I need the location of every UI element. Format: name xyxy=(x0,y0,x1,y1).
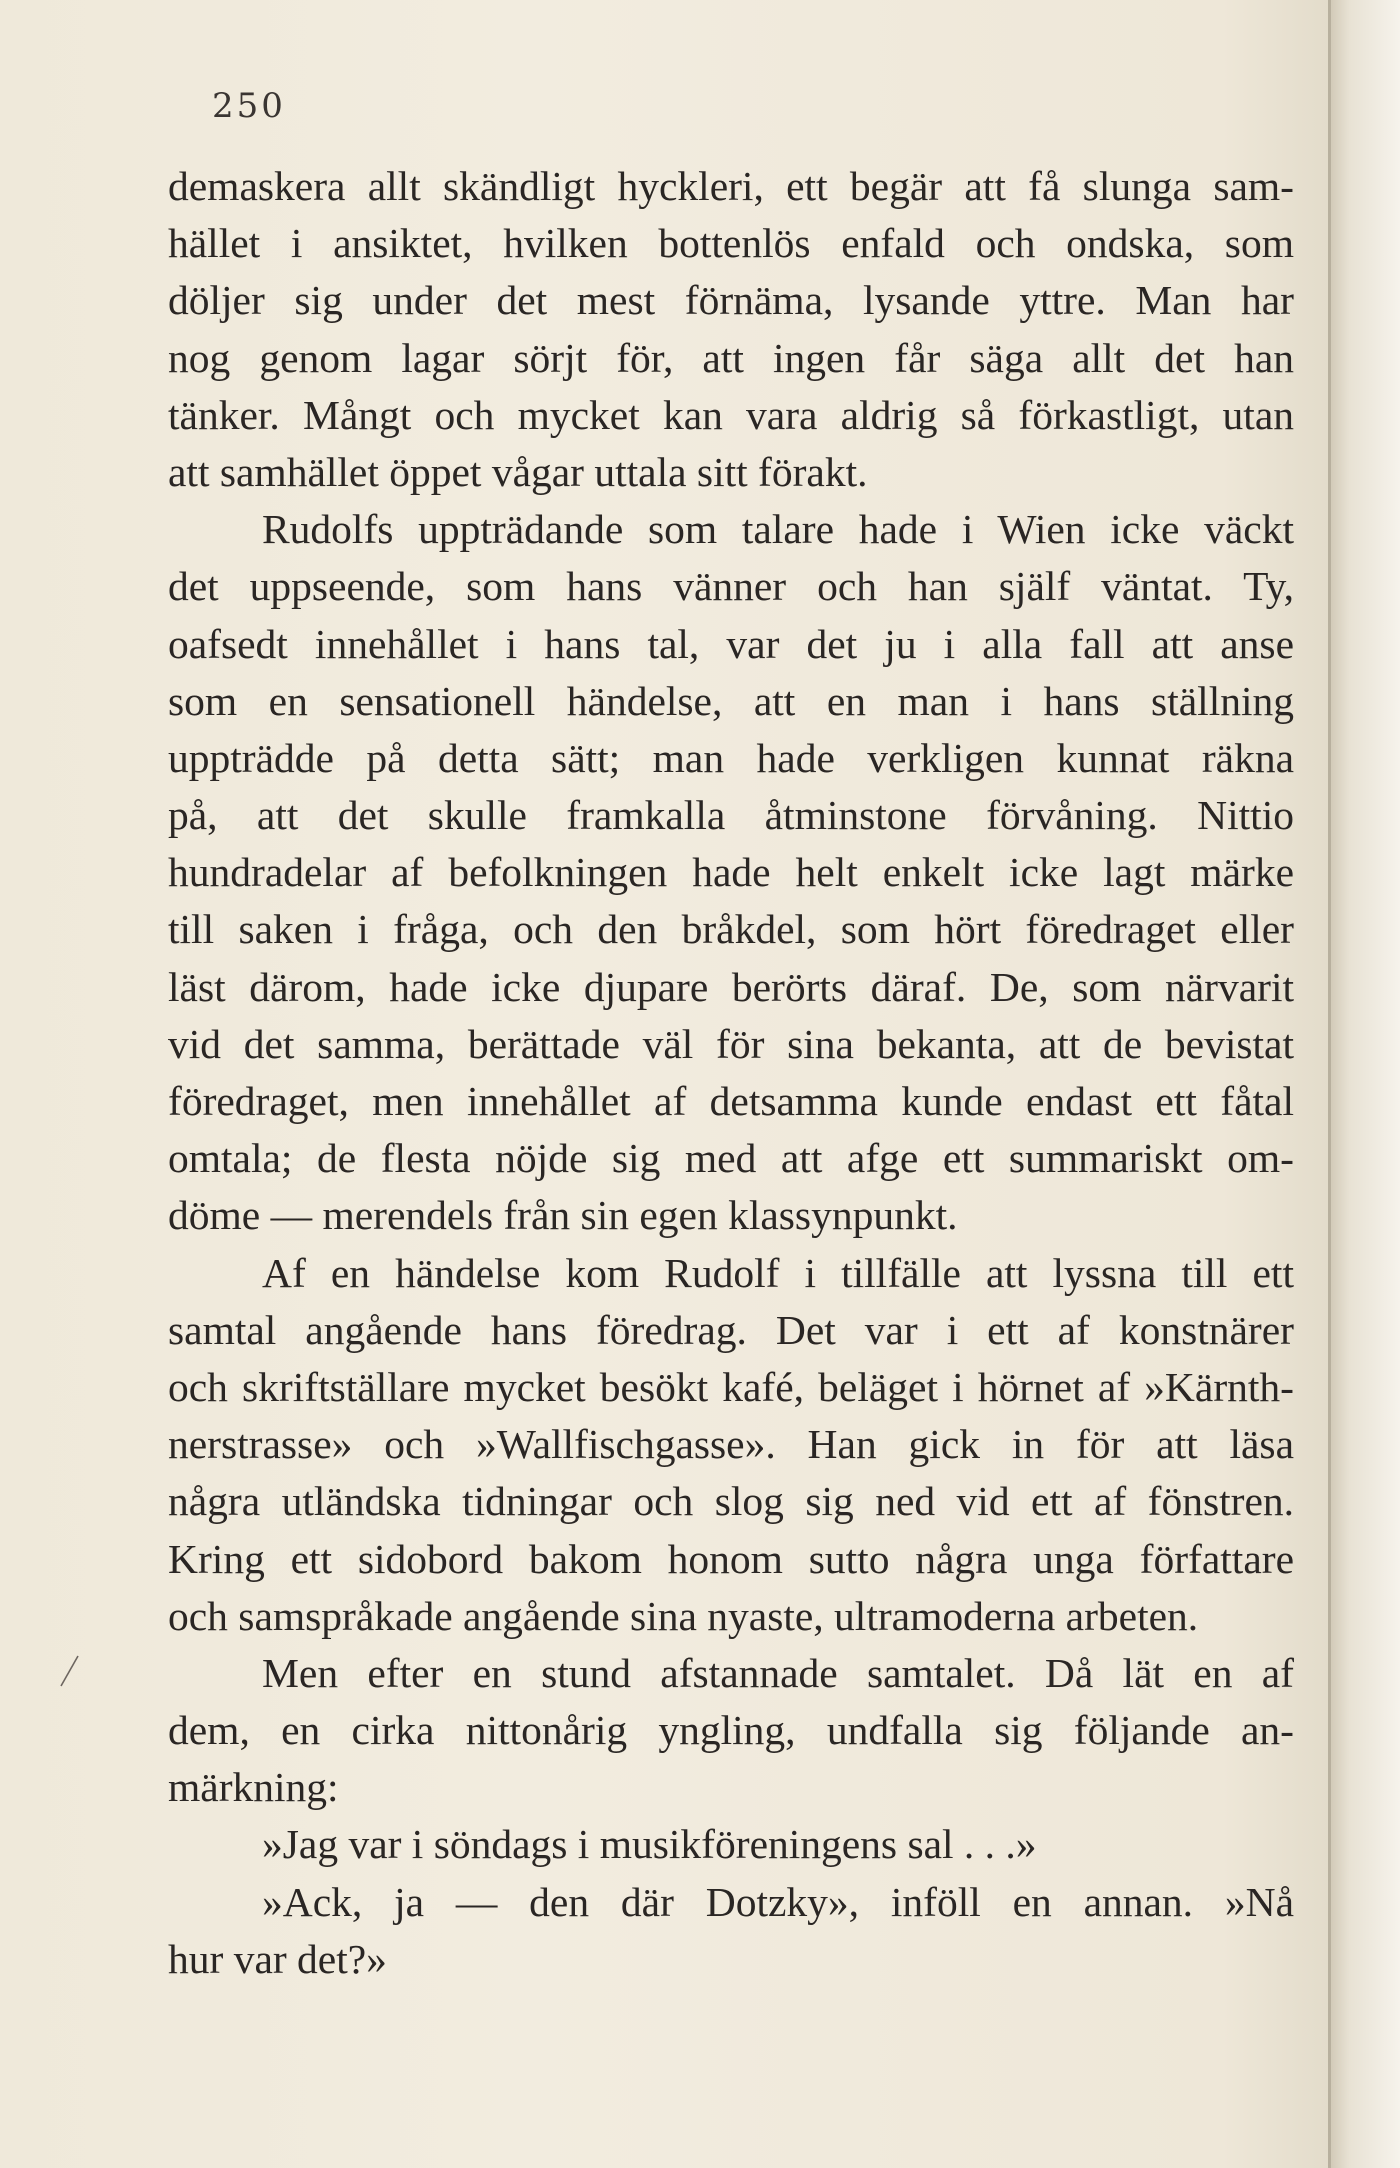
text-line: »Ack, ja — den där Dotzky», inföll en annan. »Nå xyxy=(262,1878,1294,1925)
text-line: »Jag var i söndags i musikföreningens sal . . .» xyxy=(262,1821,1037,1868)
text-line: märkning: xyxy=(168,1764,339,1811)
text-line: Kring ett sidobord bakom honom sutto några unga författare xyxy=(168,1535,1294,1582)
page-fold-shadow xyxy=(1328,0,1331,2168)
text-line: nerstrasse» och »Wallfischgasse». Han gick in för att läsa xyxy=(168,1421,1294,1468)
text-line: vid det samma, berättade väl för sina bekanta, att de bevistat xyxy=(168,1020,1294,1067)
text-line: läst därom, hade icke djupare berörts däraf. De, som närvarit xyxy=(168,963,1294,1010)
text-line: hur var det?» xyxy=(168,1935,387,1982)
text-line: och samspråkade angående sina nyaste, ultramoderna arbeten. xyxy=(168,1592,1199,1639)
text-line: dem, en cirka nittonårig yngling, undfalla sig följande an- xyxy=(168,1707,1294,1754)
text-line: som en sensationell händelse, att en man i hans ställning xyxy=(168,677,1294,724)
text-line: demaskera allt skändligt hyckleri, ett begär att få slunga sam- xyxy=(168,163,1294,209)
text-line: Rudolfs uppträdande som talare hade i Wien icke väckt xyxy=(262,506,1294,553)
text-line: döljer sig under det mest förnäma, lysande yttre. Man har xyxy=(168,277,1294,324)
text-line: samtal angående hans föredrag. Det var i ett af konstnärer xyxy=(168,1306,1294,1353)
text-line: att samhället öppet vågar uttala sitt förakt. xyxy=(168,448,868,495)
page-edge xyxy=(1328,0,1400,2168)
text-line: hället i ansiktet, hvilken bottenlös enfald och ondska, som xyxy=(168,220,1294,267)
text-line: till saken i fråga, och den bråkdel, som hört föredraget eller xyxy=(168,906,1294,953)
text-line: omtala; de flesta nöjde sig med att afge ett summariskt om- xyxy=(168,1135,1294,1182)
text-line: hundradelar af befolkningen hade helt enkelt icke lagt märke xyxy=(168,849,1294,896)
page-number: 250 xyxy=(212,86,286,126)
text-line: några utländska tidningar och slog sig ned vid ett af fönstren. xyxy=(168,1478,1294,1525)
text-line: och skriftställare mycket besökt kafé, beläget i hörnet af »Kärnth- xyxy=(168,1363,1294,1410)
text-line: oafsedt innehållet i hans tal, var det ju i alla fall att anse xyxy=(168,620,1294,667)
text-line: döme — merendels från sin egen klassynpunkt. xyxy=(168,1192,958,1239)
text-line: nog genom lagar sörjt för, att ingen får säga allt det han xyxy=(168,334,1294,381)
text-line: föredraget, men innehållet af detsamma kunde endast ett fåtal xyxy=(168,1078,1294,1124)
text-line: tänker. Mångt och mycket kan vara aldrig så förkastligt, utan xyxy=(168,391,1294,438)
text-line: Af en händelse kom Rudolf i tillfälle att lyssna till ett xyxy=(262,1249,1294,1296)
text-line: på, att det skulle framkalla åtminstone förvåning. Nittio xyxy=(168,792,1294,839)
text-line: uppträdde på detta sätt; man hade verkligen kunnat räkna xyxy=(168,734,1294,781)
body-text xyxy=(168,158,1294,1988)
text-line: det uppseende, som hans vänner och han själf väntat. Ty, xyxy=(168,563,1294,610)
text-line: Men efter en stund afstannade samtalet. Då lät en af xyxy=(262,1649,1294,1696)
pencil-mark xyxy=(58,1654,80,1688)
